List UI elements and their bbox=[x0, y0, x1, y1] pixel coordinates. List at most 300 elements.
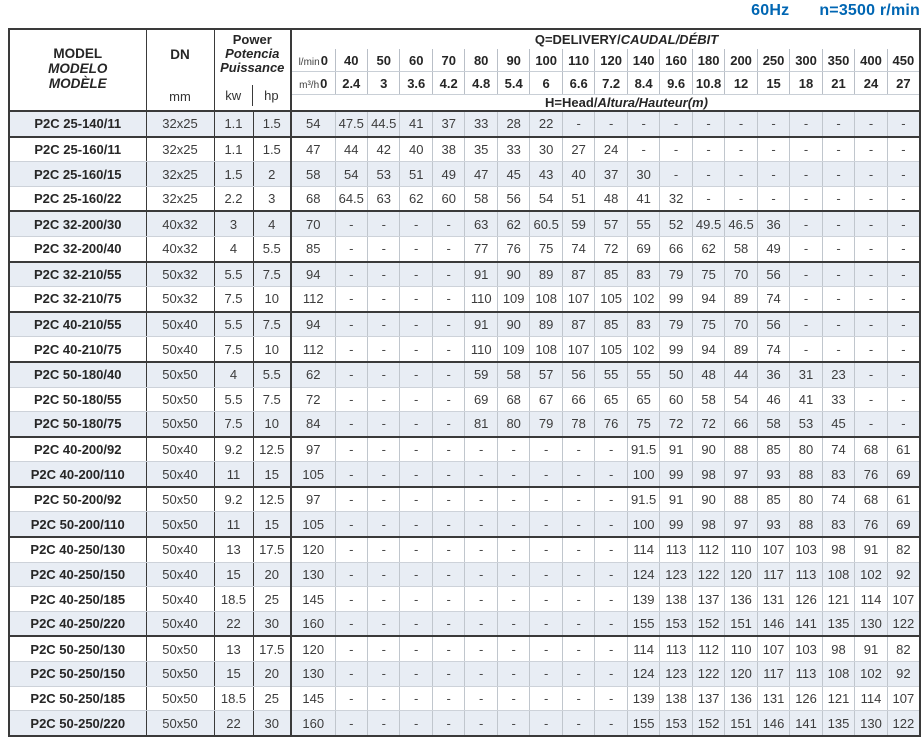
head-value-cell: 84 bbox=[291, 412, 335, 437]
head-value-cell: 117 bbox=[757, 661, 789, 686]
head-value-cell: 153 bbox=[660, 611, 692, 636]
head-value-cell: - bbox=[400, 312, 432, 337]
head-value-cell: 58 bbox=[725, 236, 757, 261]
head-value-cell: - bbox=[368, 287, 400, 312]
head-value-cell: - bbox=[368, 211, 400, 236]
head-value-cell: 85 bbox=[757, 437, 789, 462]
head-value-cell: 60.5 bbox=[530, 211, 562, 236]
head-value-cell: 33 bbox=[465, 111, 497, 137]
model-header-en: MODEL bbox=[53, 45, 103, 61]
head-value-cell: 124 bbox=[627, 661, 659, 686]
head-value-cell: - bbox=[790, 337, 822, 362]
head-value-cell: 30 bbox=[627, 162, 659, 187]
head-value-cell: 60 bbox=[432, 186, 464, 211]
head-value-cell: 120 bbox=[725, 562, 757, 587]
flow-value-cell: 120 bbox=[595, 49, 627, 72]
table-row bbox=[9, 487, 920, 512]
head-value-cell: 72 bbox=[692, 412, 724, 437]
head-value-cell: - bbox=[497, 661, 529, 686]
head-value-cell: 56 bbox=[497, 186, 529, 211]
table-row bbox=[9, 387, 920, 412]
head-value-cell: - bbox=[497, 636, 529, 661]
head-value-cell: 91 bbox=[660, 487, 692, 512]
flow-value-cell: 140 bbox=[627, 49, 659, 72]
dn-cell: 50x50 bbox=[146, 362, 214, 387]
head-value-cell: - bbox=[465, 562, 497, 587]
head-value-cell: 94 bbox=[692, 287, 724, 312]
head-value-cell: - bbox=[562, 661, 594, 686]
head-value-cell: - bbox=[887, 137, 920, 162]
head-value-cell: 69 bbox=[887, 462, 920, 487]
kw-cell: 4 bbox=[214, 236, 253, 261]
flow-value-cell: 6 bbox=[530, 72, 562, 95]
head-value-cell: - bbox=[368, 512, 400, 537]
hp-cell: 5.5 bbox=[253, 236, 291, 261]
head-value-cell: 93 bbox=[757, 512, 789, 537]
head-value-cell: 152 bbox=[692, 711, 724, 736]
head-value-cell: 36 bbox=[757, 211, 789, 236]
head-value-cell: 103 bbox=[790, 636, 822, 661]
head-value-cell: 82 bbox=[887, 636, 920, 661]
head-value-cell: 122 bbox=[692, 661, 724, 686]
head-value-cell: 136 bbox=[725, 587, 757, 612]
head-value-cell: - bbox=[855, 312, 887, 337]
head-value-cell: - bbox=[497, 512, 529, 537]
head-value-cell: - bbox=[725, 137, 757, 162]
head-value-cell: 91 bbox=[855, 537, 887, 562]
head-value-cell: 32 bbox=[660, 186, 692, 211]
head-value-cell: - bbox=[400, 487, 432, 512]
head-value-cell: - bbox=[368, 236, 400, 261]
head-value-cell: 83 bbox=[627, 312, 659, 337]
head-value-cell: 51 bbox=[400, 162, 432, 187]
hp-cell: 10 bbox=[253, 337, 291, 362]
head-value-cell: 48 bbox=[595, 186, 627, 211]
head-value-cell: - bbox=[335, 387, 367, 412]
head-value-cell: - bbox=[855, 287, 887, 312]
model-cell: P2C 32-210/55 bbox=[9, 262, 146, 287]
head-value-cell: 137 bbox=[692, 587, 724, 612]
head-value-cell: - bbox=[368, 387, 400, 412]
head-value-cell: 114 bbox=[855, 686, 887, 711]
head-title-italic: Altura/Hauteur(m) bbox=[597, 95, 708, 110]
head-value-cell: - bbox=[432, 262, 464, 287]
head-value-cell: 49.5 bbox=[692, 211, 724, 236]
head-value-cell: - bbox=[368, 462, 400, 487]
model-header-fr: MODÈLE bbox=[48, 75, 107, 91]
hp-cell: 25 bbox=[253, 686, 291, 711]
model-cell: P2C 32-210/75 bbox=[9, 287, 146, 312]
head-value-cell: - bbox=[595, 562, 627, 587]
head-value-cell: 108 bbox=[822, 661, 854, 686]
head-value-cell: 47 bbox=[291, 137, 335, 162]
head-value-cell: 137 bbox=[692, 686, 724, 711]
head-value-cell: 139 bbox=[627, 686, 659, 711]
head-value-cell: - bbox=[335, 211, 367, 236]
head-value-cell: 72 bbox=[291, 387, 335, 412]
head-value-cell: 30 bbox=[530, 137, 562, 162]
head-value-cell: 56 bbox=[562, 362, 594, 387]
model-cell: P2C 50-250/150 bbox=[9, 661, 146, 686]
table-row bbox=[9, 211, 920, 236]
delivery-header-title bbox=[291, 29, 920, 49]
head-value-cell: - bbox=[595, 711, 627, 736]
hp-cell: 12.5 bbox=[253, 487, 291, 512]
head-value-cell: - bbox=[368, 711, 400, 736]
head-value-cell: 105 bbox=[595, 337, 627, 362]
head-header-title bbox=[291, 95, 920, 112]
head-value-cell: - bbox=[595, 686, 627, 711]
head-value-cell: - bbox=[562, 587, 594, 612]
head-value-cell: - bbox=[335, 262, 367, 287]
head-value-cell: 75 bbox=[692, 262, 724, 287]
dn-cell: 50x50 bbox=[146, 636, 214, 661]
flow-value-cell: 450 bbox=[887, 49, 920, 72]
head-value-cell: 68 bbox=[497, 387, 529, 412]
head-value-cell: - bbox=[497, 462, 529, 487]
head-value-cell: 67 bbox=[530, 387, 562, 412]
power-header-en: Power bbox=[232, 32, 272, 47]
head-value-cell: 130 bbox=[291, 562, 335, 587]
head-value-cell: 91.5 bbox=[627, 487, 659, 512]
hp-cell: 25 bbox=[253, 587, 291, 612]
head-value-cell: - bbox=[400, 537, 432, 562]
kw-cell: 1.1 bbox=[214, 111, 253, 137]
head-value-cell: 72 bbox=[660, 412, 692, 437]
head-value-cell: 68 bbox=[855, 487, 887, 512]
head-value-cell: 62 bbox=[692, 236, 724, 261]
head-value-cell: 40 bbox=[400, 137, 432, 162]
head-value-cell: 146 bbox=[757, 611, 789, 636]
head-value-cell: 53 bbox=[790, 412, 822, 437]
dn-cell: 50x50 bbox=[146, 412, 214, 437]
kw-cell: 9.2 bbox=[214, 487, 253, 512]
head-value-cell: - bbox=[368, 362, 400, 387]
head-value-cell: 88 bbox=[725, 487, 757, 512]
head-value-cell: 65 bbox=[595, 387, 627, 412]
kw-cell: 13 bbox=[214, 537, 253, 562]
head-value-cell: - bbox=[335, 487, 367, 512]
head-value-cell: - bbox=[400, 337, 432, 362]
kw-cell: 18.5 bbox=[214, 587, 253, 612]
head-value-cell: 33 bbox=[822, 387, 854, 412]
head-value-cell: 141 bbox=[790, 711, 822, 736]
head-value-cell: 120 bbox=[291, 537, 335, 562]
head-value-cell: - bbox=[400, 362, 432, 387]
head-value-cell: 75 bbox=[530, 236, 562, 261]
head-value-cell: 120 bbox=[725, 661, 757, 686]
model-cell: P2C 25-160/22 bbox=[9, 186, 146, 211]
hp-cell: 30 bbox=[253, 611, 291, 636]
head-value-cell: 69 bbox=[465, 387, 497, 412]
head-value-cell: 89 bbox=[530, 262, 562, 287]
head-value-cell: 122 bbox=[887, 711, 920, 736]
head-value-cell: - bbox=[595, 462, 627, 487]
head-value-cell: 53 bbox=[368, 162, 400, 187]
head-value-cell: 57 bbox=[530, 362, 562, 387]
head-value-cell: 99 bbox=[660, 287, 692, 312]
head-value-cell: 23 bbox=[822, 362, 854, 387]
table-row bbox=[9, 562, 920, 587]
head-value-cell: 55 bbox=[595, 362, 627, 387]
hp-cell: 20 bbox=[253, 661, 291, 686]
head-value-cell: 107 bbox=[562, 287, 594, 312]
flow-value-cell: 400 bbox=[855, 49, 887, 72]
head-value-cell: 136 bbox=[725, 686, 757, 711]
head-value-cell: - bbox=[400, 711, 432, 736]
head-value-cell: 135 bbox=[822, 711, 854, 736]
head-value-cell: - bbox=[855, 111, 887, 137]
head-value-cell: 138 bbox=[660, 587, 692, 612]
head-value-cell: 62 bbox=[497, 211, 529, 236]
head-value-cell: 88 bbox=[790, 462, 822, 487]
head-value-cell: 121 bbox=[822, 686, 854, 711]
head-value-cell: 112 bbox=[692, 537, 724, 562]
head-value-cell: - bbox=[562, 686, 594, 711]
table-row bbox=[9, 537, 920, 562]
dn-cell: 50x40 bbox=[146, 587, 214, 612]
head-value-cell: 107 bbox=[887, 587, 920, 612]
head-value-cell: 113 bbox=[660, 636, 692, 661]
dn-cell: 50x40 bbox=[146, 462, 214, 487]
model-cell: P2C 50-180/40 bbox=[9, 362, 146, 387]
dn-unit-mm: mm bbox=[169, 89, 191, 104]
dn-cell: 32x25 bbox=[146, 137, 214, 162]
head-value-cell: 90 bbox=[497, 312, 529, 337]
head-value-cell: 88 bbox=[790, 512, 822, 537]
power-units-row bbox=[215, 85, 291, 106]
head-value-cell: 138 bbox=[660, 686, 692, 711]
hp-unit-label: hp bbox=[252, 85, 290, 106]
head-value-cell: 94 bbox=[291, 312, 335, 337]
kw-cell: 22 bbox=[214, 711, 253, 736]
head-value-cell: - bbox=[400, 512, 432, 537]
hp-cell: 15 bbox=[253, 462, 291, 487]
flow-value-cell: 4.8 bbox=[465, 72, 497, 95]
hp-cell: 1.5 bbox=[253, 137, 291, 162]
head-value-cell: - bbox=[368, 611, 400, 636]
head-value-cell: - bbox=[432, 512, 464, 537]
head-value-cell: 82 bbox=[887, 537, 920, 562]
head-value-cell: - bbox=[335, 711, 367, 736]
flow-value-cell: 12 bbox=[725, 72, 757, 95]
model-header-es: MODELO bbox=[48, 60, 108, 76]
head-value-cell: - bbox=[790, 186, 822, 211]
head-value-cell: - bbox=[530, 686, 562, 711]
head-value-cell: 122 bbox=[887, 611, 920, 636]
head-value-cell: 108 bbox=[530, 337, 562, 362]
flow-value: 0 bbox=[320, 75, 328, 91]
kw-cell: 1.5 bbox=[214, 162, 253, 187]
head-value-cell: 41 bbox=[627, 186, 659, 211]
kw-cell: 7.5 bbox=[214, 412, 253, 437]
head-value-cell: 55 bbox=[627, 211, 659, 236]
head-value-cell: 113 bbox=[660, 537, 692, 562]
head-value-cell: - bbox=[368, 587, 400, 612]
head-value-cell: 98 bbox=[822, 537, 854, 562]
flow-value-cell: 15 bbox=[757, 72, 789, 95]
head-value-cell: 105 bbox=[291, 512, 335, 537]
head-value-cell: 130 bbox=[291, 661, 335, 686]
head-value-cell: 90 bbox=[692, 437, 724, 462]
head-value-cell: - bbox=[465, 711, 497, 736]
flow-value: 0 bbox=[320, 52, 328, 68]
dn-cell: 50x40 bbox=[146, 611, 214, 636]
head-value-cell: 41 bbox=[400, 111, 432, 137]
model-cell: P2C 25-160/15 bbox=[9, 162, 146, 187]
head-value-cell: - bbox=[855, 186, 887, 211]
flow-value-cell: 24 bbox=[855, 72, 887, 95]
head-value-cell: 52 bbox=[660, 211, 692, 236]
head-value-cell: - bbox=[400, 562, 432, 587]
head-value-cell: - bbox=[465, 437, 497, 462]
head-value-cell: - bbox=[562, 537, 594, 562]
head-value-cell: 99 bbox=[660, 462, 692, 487]
head-value-cell: 54 bbox=[291, 111, 335, 137]
head-value-cell: - bbox=[822, 211, 854, 236]
power-column-header bbox=[214, 29, 291, 111]
model-cell: P2C 32-200/30 bbox=[9, 211, 146, 236]
flow-value-cell: 4.2 bbox=[432, 72, 464, 95]
dn-cell: 40x32 bbox=[146, 236, 214, 261]
delivery-title-row bbox=[9, 29, 920, 49]
head-value-cell: 108 bbox=[530, 287, 562, 312]
head-value-cell: - bbox=[855, 387, 887, 412]
head-value-cell: 110 bbox=[465, 337, 497, 362]
table-row bbox=[9, 186, 920, 211]
head-value-cell: - bbox=[335, 337, 367, 362]
head-value-cell: - bbox=[887, 186, 920, 211]
head-value-cell: 33 bbox=[497, 137, 529, 162]
dn-column-header bbox=[146, 29, 214, 111]
table-row bbox=[9, 236, 920, 261]
pump-performance-table bbox=[8, 28, 921, 737]
head-value-cell: - bbox=[400, 611, 432, 636]
head-value-cell: - bbox=[432, 462, 464, 487]
head-value-cell: 74 bbox=[822, 487, 854, 512]
model-cell: P2C 50-180/75 bbox=[9, 412, 146, 437]
model-cell: P2C 40-210/55 bbox=[9, 312, 146, 337]
power-header-fr: Puissance bbox=[220, 60, 285, 75]
table-row bbox=[9, 337, 920, 362]
head-value-cell: - bbox=[887, 362, 920, 387]
flow-value-cell: 50 bbox=[368, 49, 400, 72]
flow-value-cell: 8.4 bbox=[627, 72, 659, 95]
head-value-cell: - bbox=[432, 387, 464, 412]
dn-cell: 40x32 bbox=[146, 211, 214, 236]
head-value-cell: - bbox=[368, 636, 400, 661]
head-value-cell: - bbox=[692, 111, 724, 137]
head-value-cell: - bbox=[335, 236, 367, 261]
head-value-cell: - bbox=[465, 686, 497, 711]
kw-cell: 5.5 bbox=[214, 262, 253, 287]
head-value-cell: - bbox=[562, 562, 594, 587]
table-row bbox=[9, 137, 920, 162]
head-value-cell: 56 bbox=[757, 262, 789, 287]
head-value-cell: - bbox=[562, 512, 594, 537]
head-value-cell: 43 bbox=[530, 162, 562, 187]
head-value-cell: 78 bbox=[562, 412, 594, 437]
speed-label: n=3500 r/min bbox=[819, 2, 920, 19]
head-value-cell: - bbox=[335, 562, 367, 587]
head-value-cell: - bbox=[790, 312, 822, 337]
head-value-cell: 72 bbox=[595, 236, 627, 261]
head-value-cell: - bbox=[335, 462, 367, 487]
head-value-cell: - bbox=[887, 211, 920, 236]
flow-value-cell: 200 bbox=[725, 49, 757, 72]
head-value-cell: - bbox=[400, 636, 432, 661]
head-value-cell: - bbox=[530, 587, 562, 612]
head-value-cell: - bbox=[660, 111, 692, 137]
dn-cell: 50x40 bbox=[146, 537, 214, 562]
head-value-cell: - bbox=[400, 287, 432, 312]
head-value-cell: 105 bbox=[595, 287, 627, 312]
flow-value-cell: 9.6 bbox=[660, 72, 692, 95]
head-value-cell: - bbox=[790, 236, 822, 261]
hp-cell: 2 bbox=[253, 162, 291, 187]
head-value-cell: 62 bbox=[400, 186, 432, 211]
head-value-cell: 91 bbox=[855, 636, 887, 661]
head-value-cell: - bbox=[822, 111, 854, 137]
head-value-cell: - bbox=[887, 262, 920, 287]
kw-unit-label: kw bbox=[225, 87, 242, 103]
flow-value-cell: 3.6 bbox=[400, 72, 432, 95]
head-value-cell: - bbox=[530, 437, 562, 462]
table-row bbox=[9, 462, 920, 487]
head-value-cell: 98 bbox=[692, 462, 724, 487]
head-value-cell: - bbox=[335, 661, 367, 686]
head-value-cell: - bbox=[790, 262, 822, 287]
head-value-cell: 160 bbox=[302, 715, 325, 731]
head-value-cell: 108 bbox=[822, 562, 854, 587]
head-value-cell: - bbox=[368, 312, 400, 337]
head-value-cell: 65 bbox=[627, 387, 659, 412]
head-value-cell: 55 bbox=[627, 362, 659, 387]
head-value-cell: 155 bbox=[627, 611, 659, 636]
model-cell: P2C 50-200/110 bbox=[9, 512, 146, 537]
head-value-cell: - bbox=[822, 186, 854, 211]
flow-value-cell: 6.6 bbox=[562, 72, 594, 95]
hp-cell: 7.5 bbox=[253, 387, 291, 412]
head-value-cell: 131 bbox=[757, 686, 789, 711]
head-value-cell: 74 bbox=[562, 236, 594, 261]
head-value-cell: - bbox=[465, 611, 497, 636]
kw-cell: 11 bbox=[214, 462, 253, 487]
head-value-cell: 94 bbox=[692, 337, 724, 362]
head-value-cell: - bbox=[335, 512, 367, 537]
head-value-cell: 70 bbox=[291, 211, 335, 236]
head-value-cell: - bbox=[562, 462, 594, 487]
head-value-cell: 113 bbox=[790, 661, 822, 686]
kw-cell: 22 bbox=[214, 611, 253, 636]
hp-cell: 5.5 bbox=[253, 362, 291, 387]
head-value-cell: 120 bbox=[291, 636, 335, 661]
head-value-cell: - bbox=[432, 661, 464, 686]
flow-value-cell: 100 bbox=[530, 49, 562, 72]
head-value-cell: 61 bbox=[887, 437, 920, 462]
head-value-cell: 131 bbox=[757, 587, 789, 612]
head-value-cell: - bbox=[627, 137, 659, 162]
head-value-cell: 83 bbox=[822, 462, 854, 487]
head-value-cell: - bbox=[855, 137, 887, 162]
head-value-cell: - bbox=[530, 487, 562, 512]
hp-cell: 17.5 bbox=[253, 636, 291, 661]
head-value-cell: 58 bbox=[291, 162, 335, 187]
head-value-cell: 97 bbox=[725, 512, 757, 537]
head-value-cell: - bbox=[497, 686, 529, 711]
m3h-unit-label: m³/h bbox=[299, 79, 320, 91]
head-value-cell: 61 bbox=[887, 487, 920, 512]
